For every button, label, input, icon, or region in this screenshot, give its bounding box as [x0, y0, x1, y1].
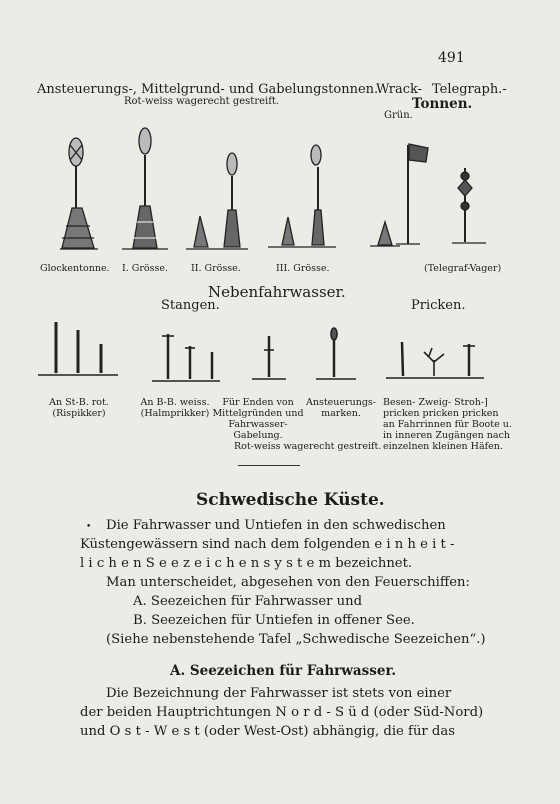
caption-pricken-line2: pricken pricken pricken: [383, 408, 499, 419]
caption-groesse-1: I. Grösse.: [122, 263, 169, 274]
note-tafel: (Siehe nebenstehende Tafel „Schwedische Seezeichen“.): [106, 632, 486, 647]
caption-pricken-line4: in inneren Zugängen nach: [383, 430, 511, 441]
caption-telegraf-vager: (Telegraf-Vager): [424, 263, 502, 274]
item-b: B. Seezeichen für Untiefen in offener See.: [133, 613, 415, 628]
caption-pricken-types: [383, 397, 512, 452]
para3-line1: Die Bezeichnung der Fahrwasser ist stets von einer: [106, 686, 452, 701]
para3-line2: der beiden Hauptrichtungen N o r d - S ü d (oder Süd-Nord): [80, 705, 484, 720]
caption-glockentonne: Glockentonne.: [40, 263, 110, 274]
para1-line2: Küstengewässern sind nach dem folgenden e i n h e i t -: [80, 537, 455, 552]
section-divider: [238, 465, 300, 466]
heading-gruen: Grün.: [384, 110, 413, 121]
caption-ansteuerungsmarken: [305, 397, 377, 419]
title-pricken: Pricken.: [411, 298, 466, 313]
item-a: A. Seezeichen für Fahrwasser und: [133, 594, 363, 609]
caption-groesse-3: III. Grösse.: [276, 263, 330, 274]
title-stangen: Stangen.: [161, 298, 220, 313]
caption-mittelgruende-line1: Für Enden von: [222, 397, 294, 408]
caption-rot-weiss: Rot-weiss wagerecht gestreift.: [234, 441, 382, 452]
caption-rispikker-line1: An St-B. rot.: [49, 397, 109, 408]
heading-tonnen: Tonnen.: [412, 96, 473, 112]
paragraph-bullet-mark: •: [86, 522, 92, 532]
page-number: 491: [438, 50, 465, 66]
heading-wreck: Wrack-: [376, 82, 423, 97]
heading-buoys: Ansteuerungs-, Mittelgrund- und Gabelungstonnen.: [37, 82, 379, 97]
heading-buoys-sub: Rot-weiss wagerecht gestreift.: [124, 96, 280, 107]
caption-pricken-line5: einzelnen kleinen Häfen.: [383, 441, 503, 452]
heading-schwedische-kueste: Schwedische Küste.: [196, 490, 385, 510]
caption-pricken-line3: an Fahrrinnen für Boote u.: [383, 419, 512, 430]
para3-line3: und O s t - W e s t (oder West-Ost) abhängig, die für das: [80, 724, 455, 739]
caption-rispikker: [38, 397, 120, 419]
top-buoys-drawing: [60, 128, 486, 249]
caption-mittelgruende: [212, 397, 304, 441]
caption-mittelgruende-line3: Fahrwasser-: [228, 419, 288, 430]
caption-mittelgruende-line4: Gabelung.: [233, 430, 283, 441]
para2: Man unterscheidet, abgesehen von den Feuerschiffen:: [106, 575, 470, 590]
stangen-pricken-drawing: [38, 322, 484, 381]
caption-halmprikker: [139, 397, 211, 419]
title-nebenfahrwasser: Nebenfahrwasser.: [208, 283, 346, 301]
caption-halmprikker-line1: An B-B. weiss.: [140, 397, 210, 408]
para1-line1: Die Fahrwasser und Untiefen in den schwedischen: [106, 518, 446, 533]
caption-ansteuerungsmarken-line1: Ansteuerungs-: [306, 397, 376, 408]
caption-halmprikker-line2: (Halmprikker): [140, 408, 210, 419]
caption-groesse-2: II. Grösse.: [191, 263, 241, 274]
subheading-fahrwasser: A. Seezeichen für Fahrwasser.: [170, 663, 397, 679]
caption-ansteuerungsmarken-line2: marken.: [321, 408, 361, 419]
caption-mittelgruende-line2: Mittelgründen und: [212, 408, 304, 419]
caption-rispikker-line2: (Rispikker): [52, 408, 106, 419]
para1-line3: l i c h e n S e e z e i c h e n s y s t e m bezeichnet.: [80, 556, 413, 571]
caption-pricken-line1: Besen- Zweig- Stroh-]: [383, 397, 488, 408]
heading-telegraph: Telegraph.-: [432, 82, 507, 97]
